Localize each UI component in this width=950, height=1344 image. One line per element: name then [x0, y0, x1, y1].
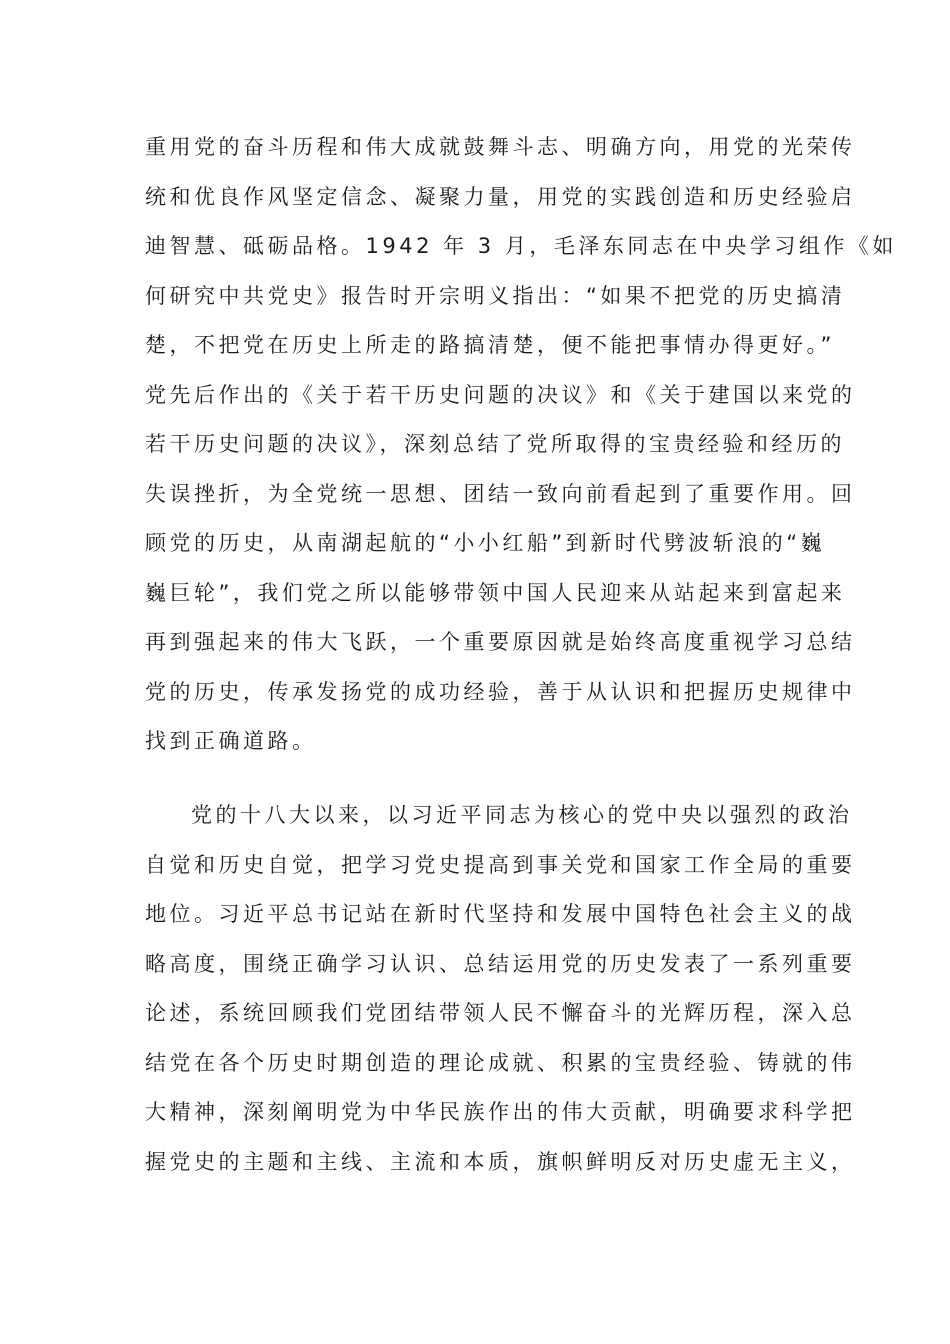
text-line: 地位。习近平总书记站在新时代坚持和发展中国特色社会主义的战 — [145, 902, 856, 926]
text-line: 略高度，围绕正确学习认识、总结运用党的历史发表了一系列重要 — [145, 951, 856, 976]
text-line: 再到强起来的伟大飞跃，一个重要原因就是始终高度重视学习总结 — [145, 630, 856, 654]
text-line: 顾党的历史，从南湖起航的“小小红船”到新时代劈波斩浪的“巍 — [145, 531, 826, 555]
text-line: 大精神，深刻阐明党为中华民族作出的伟大贡献，明确要求科学把 — [145, 1100, 856, 1124]
paragraph-2 — [145, 791, 856, 1187]
text-line-indented: 党的十八大以来，以习近平同志为核心的党中央以强烈的政治 — [191, 803, 853, 827]
text-line: 巍巨轮”，我们党之所以能够带领中国人民迎来从站起来到富起来 — [145, 580, 846, 605]
text-line: 论述，系统回顾我们党团结带领人民不懈奋斗的光辉历程，深入总 — [145, 1001, 856, 1025]
text-line: 迪智慧、砥砺品格。1942 年 3 月，毛泽东同志在中央学习组作《如 — [145, 234, 897, 258]
text-line: 自觉和历史自觉，把学习党史提高到事关党和国家工作全局的重要 — [145, 852, 856, 877]
text-line: 若干历史问题的决议》，深刻总结了党所取得的宝贵经验和经历的 — [145, 432, 845, 456]
text-line: 何研究中共党史》报告时开宗明义指出：“如果不把党的历史搞清 — [145, 283, 846, 308]
text-line: 结党在各个历史时期创造的理论成就、积累的宝贵经验、铸就的伟 — [145, 1050, 856, 1075]
text-line: 统和优良作风坚定信念、凝聚力量，用党的实践创造和历史经验启 — [145, 184, 856, 209]
text-line: 握党史的主题和主线、主流和本质，旗帜鲜明反对历史虚无主义， — [145, 1149, 856, 1174]
text-line: 重用党的奋斗历程和伟大成就鼓舞斗志、明确方向，用党的光荣传 — [145, 135, 856, 159]
text-line: 党先后作出的《关于若干历史问题的决议》和《关于建国以来党的 — [145, 382, 856, 407]
text-line: 找到正确道路。 — [145, 729, 317, 753]
text-line: 楚，不把党在历史上所走的路搞清楚，便不能把事情办得更好。” — [145, 333, 835, 357]
text-line: 党的历史，传承发扬党的成功经验，善于从认识和把握历史规律中 — [145, 679, 856, 704]
paragraph-1 — [145, 123, 897, 767]
text-line: 失误挫折，为全党统一思想、团结一致向前看起到了重要作用。回 — [145, 481, 856, 506]
